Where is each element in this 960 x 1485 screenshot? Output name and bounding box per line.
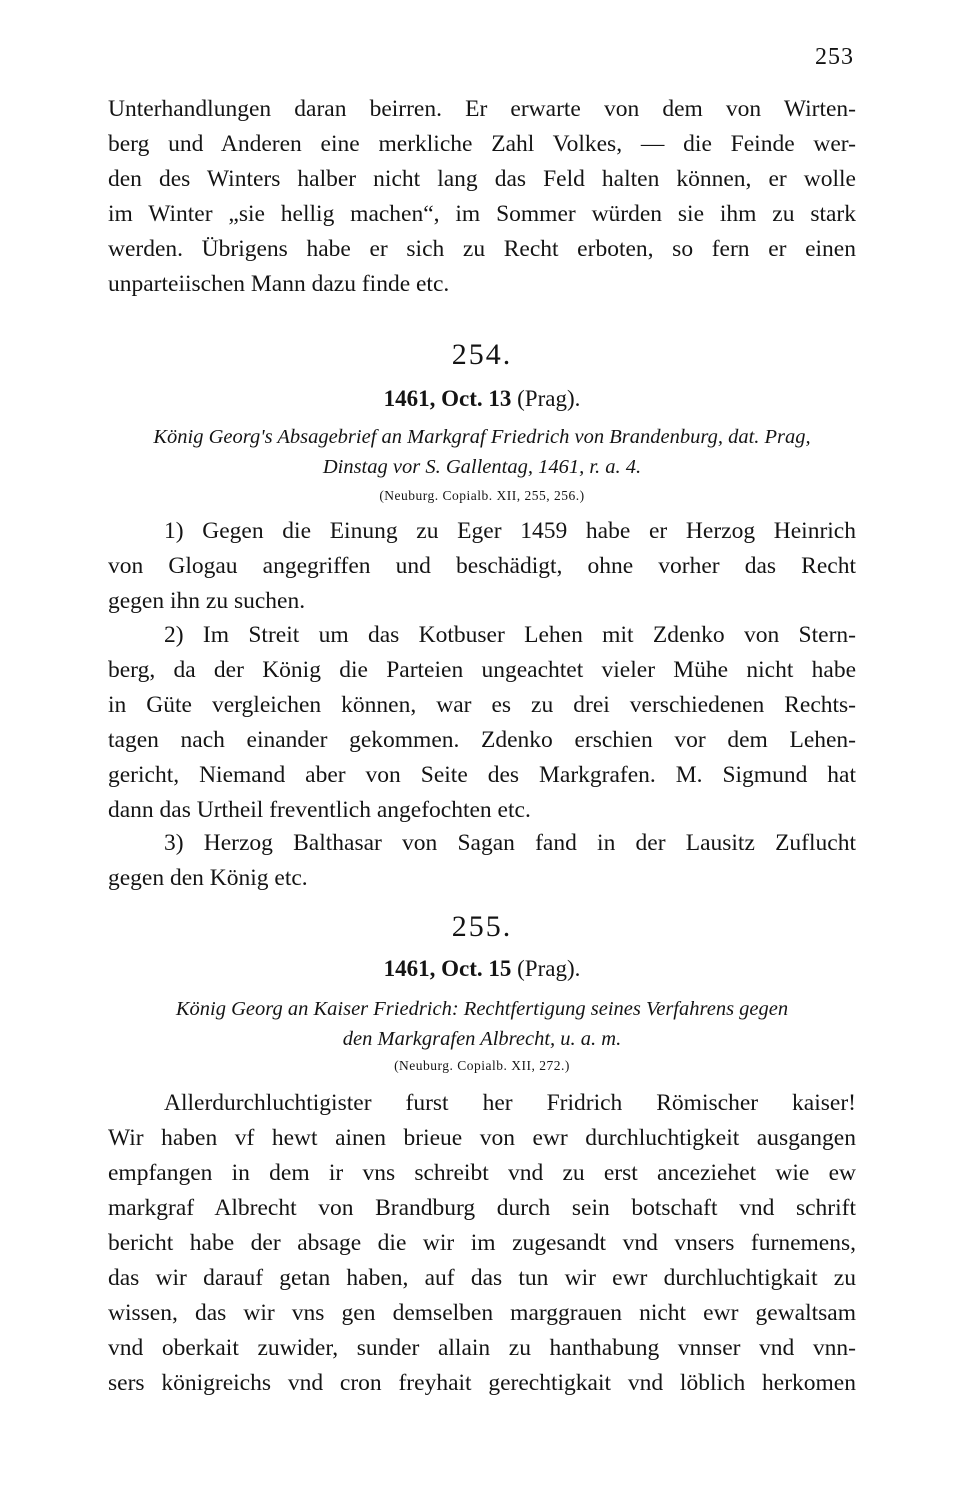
- regest-line: König Georg's Absagebrief an Markgraf Friedrich von Brandenburg, dat. Prag,: [153, 426, 811, 448]
- text-line: 2) Im Streit um das Kotbuser Lehen mit Zdenko von Stern-: [164, 622, 856, 648]
- intro-paragraph: [108, 92, 856, 302]
- regest-line: Dinstag vor S. Gallentag, 1461, r. a. 4.: [322, 456, 642, 478]
- text-line: vnd oberkait zuwider, sunder allain zu hanthabung vnnser vnd vnn-: [108, 1335, 856, 1361]
- text-line: 1) Gegen die Einung zu Eger 1459 habe er Herzog Heinrich: [164, 518, 856, 544]
- text-line: berg und Anderen eine merkliche Zahl Volkes, — die Feinde wer-: [108, 131, 856, 157]
- section-254-regest: [108, 422, 856, 482]
- text-line: tagen nach einander gekommen. Zdenko erschien vor dem Lehen-: [108, 727, 856, 753]
- section-255-source: (Neuburg. Copialb. XII, 272.): [394, 1058, 570, 1073]
- text-line: gericht, Niemand aber von Seite des Markgrafen. M. Sigmund hat: [108, 762, 856, 788]
- regest-line: König Georg an Kaiser Friedrich: Rechtfertigung seines Verfahrens gegen: [175, 998, 789, 1020]
- text-line: das wir darauf getan haben, auf das tun wir ewr durchluchtigkait zu: [108, 1265, 856, 1291]
- section-number-255: 255.: [451, 910, 513, 943]
- text-line: gegen den König etc.: [108, 865, 308, 891]
- text-line: markgraf Albrecht von Brandburg durch sein botschaft vnd schrift: [108, 1195, 856, 1221]
- section-255-regest: [108, 994, 856, 1054]
- text-line: den des Winters halber nicht lang das Feld halten können, er wolle: [108, 166, 856, 192]
- text-line: werden. Übrigens habe er sich zu Recht erboten, so fern er einen: [108, 236, 856, 262]
- text-line: unparteiischen Mann dazu finde etc.: [108, 271, 450, 297]
- section-255-dateline: [108, 956, 856, 982]
- section-254-place: (Prag).: [517, 386, 581, 411]
- text-line: sers königreichs vnd cron freyhait gerechtigkait vnd löblich herkomen: [108, 1370, 856, 1396]
- section-254-paragraph-3: [108, 826, 856, 896]
- section-254-paragraph-1: [108, 514, 856, 619]
- regest-line: den Markgrafen Albrecht, u. a. m.: [342, 1028, 622, 1050]
- text-line: dann das Urtheil freventlich angefochten etc.: [108, 797, 531, 823]
- text-line: in Güte vergleichen können, war es zu drei verschiedenen Rechts-: [108, 692, 856, 718]
- text-line: Unterhandlungen daran beirren. Er erwarte von dem von Wirten-: [108, 96, 856, 122]
- text-line: berg, da der König die Parteien ungeachtet vieler Mühe nicht habe: [108, 657, 856, 683]
- text-line: 3) Herzog Balthasar von Sagan fand in der Lausitz Zuflucht: [164, 830, 856, 856]
- page-number: 253: [815, 44, 854, 70]
- text-line: Wir haben vf hewt ainen brieue von ewr durchluchtigkeit ausgangen: [108, 1125, 856, 1151]
- section-255-date: 1461, Oct. 15: [383, 956, 512, 981]
- text-line: gegen ihn zu suchen.: [108, 588, 306, 614]
- section-number-254: 254.: [451, 338, 513, 371]
- text-line: von Glogau angegriffen und beschädigt, ohne vorher das Recht: [108, 553, 856, 579]
- text-line: bericht habe der absage die wir im zugesandt vnd vnsers furnemens,: [108, 1230, 856, 1256]
- section-254-dateline: [108, 386, 856, 412]
- section-255-place: (Prag).: [517, 956, 581, 981]
- section-255-letter: [108, 1086, 856, 1401]
- section-254-date: 1461, Oct. 13: [383, 386, 512, 411]
- text-line: im Winter „sie hellig machen“, im Sommer würden sie ihm zu stark: [108, 201, 856, 227]
- text-line: empfangen in dem ir vns schreibt vnd zu erst anceziehet wie ew: [108, 1160, 856, 1186]
- section-254-paragraph-2: [108, 618, 856, 828]
- text-line: wissen, das wir vns gen demselben marggrauen nicht ewr gewaltsam: [108, 1300, 856, 1326]
- section-254-source: (Neuburg. Copialb. XII, 255, 256.): [379, 488, 585, 503]
- text-line: Allerdurchluchtigister furst her Fridrich Römischer kaiser!: [164, 1090, 856, 1116]
